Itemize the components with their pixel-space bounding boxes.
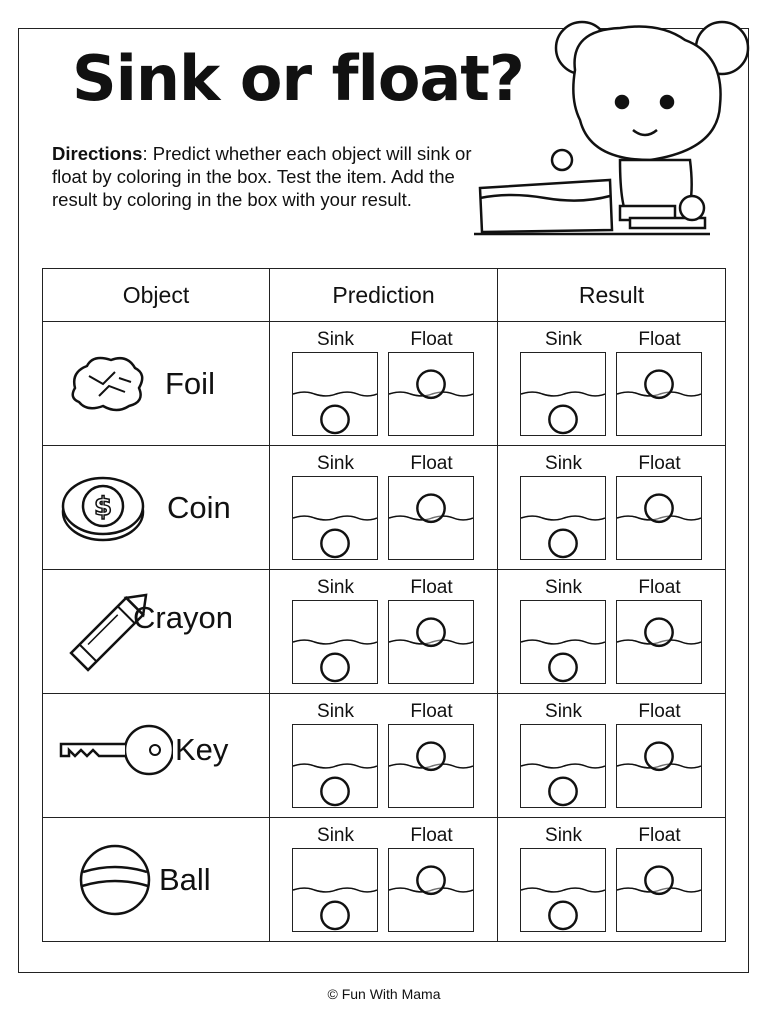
key-icon	[57, 720, 173, 784]
sink-label: Sink	[545, 701, 582, 722]
girl-with-tub-illustration	[470, 10, 760, 240]
float-box[interactable]	[388, 352, 474, 436]
object-label: Foil	[165, 366, 215, 401]
result-choices	[498, 576, 725, 684]
sink-label: Sink	[545, 577, 582, 598]
sink-label: Sink	[545, 825, 582, 846]
float-label: Float	[410, 825, 453, 846]
float-choice	[388, 824, 476, 932]
float-label: Float	[638, 825, 681, 846]
float-label: Float	[638, 577, 681, 598]
sink-box[interactable]	[520, 476, 606, 560]
float-choice	[616, 576, 704, 684]
float-box[interactable]	[388, 600, 474, 684]
float-choice	[388, 700, 476, 808]
float-label: Float	[638, 329, 681, 350]
result-cell	[498, 570, 726, 694]
result-cell	[498, 818, 726, 942]
object-label: Coin	[167, 490, 231, 525]
float-choice	[388, 576, 476, 684]
sink-choice	[292, 328, 380, 436]
table-row	[43, 446, 726, 570]
table-header-row	[43, 269, 726, 322]
prediction-cell	[270, 818, 498, 942]
object-cell	[43, 322, 270, 446]
directions-label: Directions	[52, 143, 143, 164]
object-cell	[43, 570, 270, 694]
object-label: Key	[175, 732, 229, 767]
copyright-footer: © Fun With Mama	[327, 986, 441, 1002]
float-label: Float	[638, 453, 681, 474]
result-choices	[498, 328, 725, 436]
float-choice	[616, 328, 704, 436]
float-label: Float	[410, 577, 453, 598]
sink-choice	[520, 328, 608, 436]
sink-box[interactable]	[292, 352, 378, 436]
float-label: Float	[410, 329, 453, 350]
float-box[interactable]	[388, 476, 474, 560]
sink-choice	[520, 700, 608, 808]
float-label: Float	[410, 453, 453, 474]
object-label: Crayon	[133, 600, 233, 635]
result-choices	[498, 452, 725, 560]
sink-box[interactable]	[292, 724, 378, 808]
float-box[interactable]	[388, 848, 474, 932]
table-row	[43, 818, 726, 942]
sink-choice	[520, 576, 608, 684]
crumpled-foil-icon	[69, 352, 145, 414]
sink-choice	[520, 824, 608, 932]
sink-label: Sink	[317, 701, 354, 722]
prediction-cell	[270, 570, 498, 694]
table-row	[43, 322, 726, 446]
object-label: Ball	[159, 862, 211, 897]
dollar-coin-icon	[57, 474, 151, 544]
float-box[interactable]	[388, 724, 474, 808]
header-prediction: Prediction	[270, 269, 498, 322]
float-label: Float	[638, 701, 681, 722]
float-label: Float	[410, 701, 453, 722]
header-object: Object	[43, 269, 270, 322]
prediction-cell	[270, 694, 498, 818]
sink-box[interactable]	[292, 848, 378, 932]
directions-body: : Predict whether each object will sink or float by coloring in the box. Test the item. Add the result by coloring in the box with your result.	[52, 143, 472, 210]
result-cell	[498, 694, 726, 818]
float-choice	[616, 452, 704, 560]
float-choice	[616, 824, 704, 932]
sink-label: Sink	[545, 329, 582, 350]
sink-box[interactable]	[520, 848, 606, 932]
sink-box[interactable]	[520, 600, 606, 684]
float-choice	[388, 452, 476, 560]
float-box[interactable]	[616, 476, 702, 560]
sink-choice	[520, 452, 608, 560]
sink-choice	[292, 452, 380, 560]
directions-text	[52, 142, 482, 211]
sink-label: Sink	[317, 577, 354, 598]
float-choice	[616, 700, 704, 808]
result-cell	[498, 446, 726, 570]
object-cell	[43, 694, 270, 818]
sink-label: Sink	[317, 329, 354, 350]
prediction-cell	[270, 446, 498, 570]
result-choices	[498, 700, 725, 808]
crayon-icon	[49, 580, 161, 692]
ball-icon	[77, 842, 153, 918]
prediction-choices	[270, 700, 497, 808]
object-cell	[43, 446, 270, 570]
float-choice	[388, 328, 476, 436]
sink-label: Sink	[545, 453, 582, 474]
prediction-choices	[270, 824, 497, 932]
header-result: Result	[498, 269, 726, 322]
sink-label: Sink	[317, 825, 354, 846]
float-box[interactable]	[616, 724, 702, 808]
sink-box[interactable]	[292, 476, 378, 560]
table-row	[43, 694, 726, 818]
sink-float-table	[42, 268, 726, 942]
sink-choice	[292, 576, 380, 684]
sink-box[interactable]	[520, 724, 606, 808]
prediction-cell	[270, 322, 498, 446]
sink-choice	[292, 700, 380, 808]
sink-box[interactable]	[292, 600, 378, 684]
svg-text:$: $	[93, 492, 113, 522]
prediction-choices	[270, 328, 497, 436]
result-cell	[498, 322, 726, 446]
page-title: Sink or float?	[72, 42, 524, 115]
sink-choice	[292, 824, 380, 932]
float-box[interactable]	[616, 352, 702, 436]
prediction-choices	[270, 576, 497, 684]
table-row	[43, 570, 726, 694]
sink-box[interactable]	[520, 352, 606, 436]
float-box[interactable]	[616, 848, 702, 932]
prediction-choices	[270, 452, 497, 560]
object-cell	[43, 818, 270, 942]
result-choices	[498, 824, 725, 932]
float-box[interactable]	[616, 600, 702, 684]
sink-label: Sink	[317, 453, 354, 474]
